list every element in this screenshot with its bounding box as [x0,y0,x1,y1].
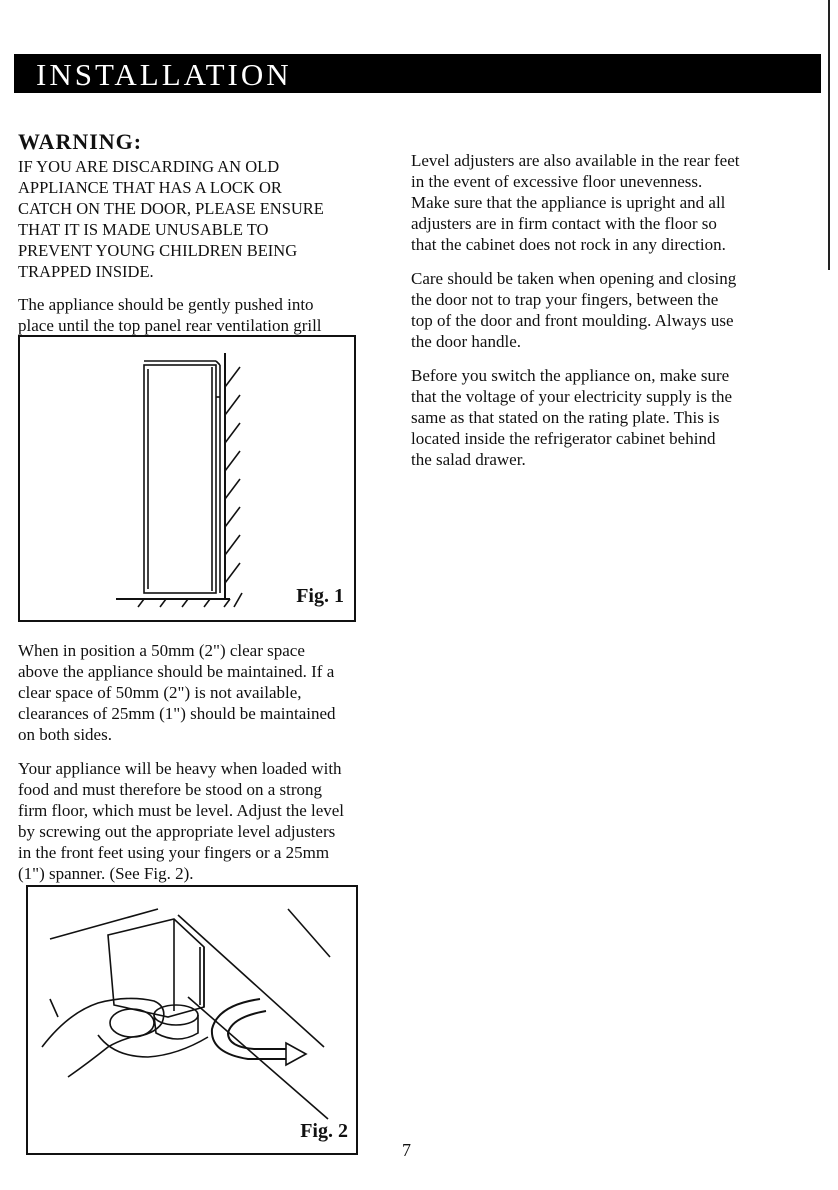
paragraph-rear-adjusters [411,150,806,255]
figure-2-level-adjuster [26,885,358,1155]
text-line: same as that stated on the rating plate. This is [411,408,720,427]
text-line: adjusters are in firm contact with the floor so [411,214,717,233]
text-line: in the event of excessive floor unevenness. [411,172,703,191]
text-line: Care should be taken when opening and closing [411,269,737,288]
text-line: on both sides. [18,725,112,744]
warning-line: TRAPPED INSIDE. [18,262,154,281]
warning-line: CATCH ON THE DOOR, PLEASE ENSURE [18,199,324,218]
figure-1-fridge-against-wall [18,335,356,622]
fridge-side-view-illustration [20,337,354,620]
warning-line: THAT IT IS MADE UNUSABLE TO [18,220,269,239]
figure-1-label: Fig. 1 [296,585,344,607]
text-line: the door not to trap your fingers, between the [411,290,719,309]
text-line: place until the top panel rear ventilation grill [18,316,322,335]
warning-line: PREVENT YOUNG CHILDREN BEING [18,241,298,260]
text-line: Before you switch the appliance on, make sure [411,366,730,385]
text-line: that the voltage of your electricity supply is the [411,387,733,406]
paragraph-door-care [411,268,806,352]
text-line: food and must therefore be stood on a strong [18,780,323,799]
text-line: The appliance should be gently pushed into [18,295,314,314]
right-column [411,150,806,483]
text-line: by screwing out the appropriate level adjusters [18,822,336,841]
page-edge-rule [828,0,830,270]
paragraph-clear-space [18,640,398,745]
figure-2-label: Fig. 2 [300,1120,348,1142]
text-line: in the front feet using your fingers or a 25mm [18,843,330,862]
page-number: 7 [402,1140,411,1160]
section-title: INSTALLATION [36,57,292,92]
text-line: Your appliance will be heavy when loaded with [18,759,342,778]
text-line: firm floor, which must be level. Adjust the level [18,801,345,820]
level-adjuster-illustration [28,887,356,1153]
paragraph-level-floor [18,758,398,884]
text-line: clear space of 50mm (2") is not available, [18,683,302,702]
warning-text [18,156,398,282]
text-line: above the appliance should be maintained. If a [18,662,335,681]
warning-line: APPLIANCE THAT HAS A LOCK OR [18,178,282,197]
text-line: clearances of 25mm (1") should be maintained [18,704,336,723]
text-line: the salad drawer. [411,450,526,469]
left-column-lower [18,640,398,897]
fridge-cabinet-outline [144,365,216,593]
warning-heading: WARNING: [18,129,143,154]
left-column [18,128,398,370]
paragraph-voltage-check [411,365,806,470]
text-line: (1") spanner. (See Fig. 2). [18,864,194,883]
section-header-bar [14,54,821,93]
text-line: that the cabinet does not rock in any direction. [411,235,726,254]
text-line: Make sure that the appliance is upright and all [411,193,726,212]
warning-line: IF YOU ARE DISCARDING AN OLD [18,157,280,176]
text-line: Level adjusters are also available in the rear feet [411,151,740,170]
text-line: the door handle. [411,332,521,351]
text-line: located inside the refrigerator cabinet behind [411,429,716,448]
text-line: top of the door and front moulding. Always use [411,311,734,330]
text-line: When in position a 50mm (2") clear space [18,641,305,660]
